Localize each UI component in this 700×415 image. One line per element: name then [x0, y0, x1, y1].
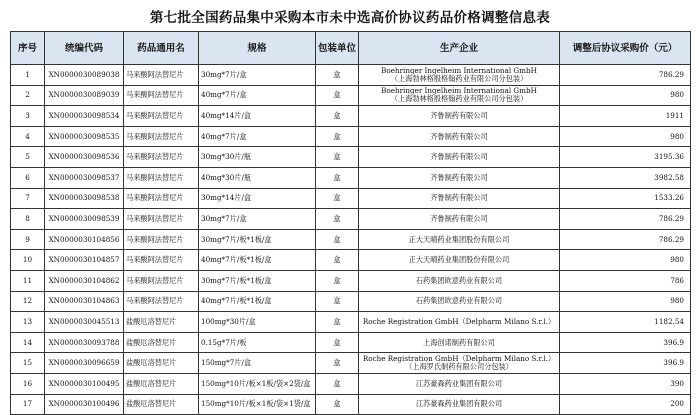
manufacturer-line: 齐鲁制药有限公司 [430, 193, 488, 203]
row-code: XN0000030104856 [45, 229, 124, 250]
table-row [11, 270, 691, 291]
row-number: 11 [11, 270, 45, 291]
row-number: 2 [11, 85, 45, 106]
row-drug-name: 马来酸阿法替尼片 [124, 65, 199, 86]
row-drug-name: 马来酸阿法替尼片 [124, 229, 199, 250]
row-drug-name: 盐酸厄洛替尼片 [124, 353, 199, 374]
manufacturer-line: 齐鲁制药有限公司 [430, 110, 488, 120]
row-manufacturer [359, 353, 560, 374]
row-price: 980 [560, 250, 691, 271]
row-spec: 30mg*7片/板*1板/盒 [199, 270, 316, 291]
header-name: 药品通用名 [124, 32, 199, 65]
row-manufacturer [359, 394, 560, 415]
table-row [11, 332, 691, 353]
row-number: 10 [11, 250, 45, 271]
row-spec: 40mg*7片/板*1板/盒 [199, 250, 316, 271]
row-number: 12 [11, 291, 45, 312]
row-spec: 40mg*7片/板*1板/盒 [199, 291, 316, 312]
row-drug-name: 马来酸阿法替尼片 [124, 126, 199, 147]
row-drug-name: 盐酸厄洛替尼片 [124, 373, 199, 394]
row-manufacturer [359, 188, 560, 209]
row-number: 16 [11, 373, 45, 394]
row-price: 3982.58 [560, 167, 691, 188]
row-number: 5 [11, 147, 45, 168]
manufacturer-line: Boehringer Ingelheim International GmbH [381, 65, 537, 75]
row-code: XN0000030104862 [45, 270, 124, 291]
row-number: 1 [11, 65, 45, 86]
table-row [11, 209, 691, 230]
row-number: 4 [11, 126, 45, 147]
row-price: 396.9 [560, 332, 691, 353]
row-manufacturer [359, 85, 560, 106]
row-manufacturer [359, 106, 560, 127]
row-drug-name: 马来酸阿法替尼片 [124, 147, 199, 168]
row-number: 9 [11, 229, 45, 250]
row-spec: 30mg*7片/盒 [199, 65, 316, 86]
row-number: 13 [11, 312, 45, 333]
row-price: 980 [560, 126, 691, 147]
row-unit: 盒 [316, 291, 359, 312]
table-row [11, 147, 691, 168]
manufacturer-line: （上海罗氏制药有限公司分包装） [405, 362, 513, 372]
row-unit: 盒 [316, 167, 359, 188]
row-unit: 盒 [316, 126, 359, 147]
page-title: 第七批全国药品集中采购本市未中选高价协议药品价格调整信息表 [149, 10, 551, 26]
row-price: 786.29 [560, 229, 691, 250]
row-manufacturer [359, 270, 560, 291]
row-unit: 盒 [316, 106, 359, 127]
row-code: XN0000030098538 [45, 188, 124, 209]
row-spec: 40mg*7片/盒 [199, 126, 316, 147]
table-row [11, 65, 691, 86]
row-drug-name: 马来酸阿法替尼片 [124, 250, 199, 271]
row-code: XN0000030089039 [45, 85, 124, 106]
manufacturer-line: 齐鲁制药有限公司 [430, 213, 488, 223]
row-spec: 40mg*7片/盒 [199, 85, 316, 106]
row-code: XN0000030098539 [45, 209, 124, 230]
row-manufacturer [359, 126, 560, 147]
manufacturer-line: 石药集团欧意药业有限公司 [415, 275, 503, 285]
row-spec: 40mg*14片/盒 [199, 106, 316, 127]
table-row [11, 106, 691, 127]
table-row [11, 229, 691, 250]
row-price: 786.29 [560, 65, 691, 86]
header-no: 序号 [11, 32, 45, 65]
row-code: XN0000030098536 [45, 147, 124, 168]
row-unit: 盒 [316, 373, 359, 394]
row-code: XN0000030104857 [45, 250, 124, 271]
row-spec: 0.15g*7片/板 [199, 332, 316, 353]
row-manufacturer [359, 65, 560, 86]
table-row [11, 373, 691, 394]
row-spec: 100mg*30片/盒 [199, 312, 316, 333]
manufacturer-line: Boehringer Ingelheim International GmbH [381, 86, 537, 96]
manufacturer-line: 正大天晴药业集团股份有限公司 [408, 255, 510, 265]
row-unit: 盒 [316, 312, 359, 333]
row-number: 3 [11, 106, 45, 127]
row-drug-name: 马来酸阿法替尼片 [124, 167, 199, 188]
row-unit: 盒 [316, 332, 359, 353]
header-spec: 规格 [199, 32, 316, 65]
row-manufacturer [359, 147, 560, 168]
row-spec: 150mg*10片/板×1板/袋×2袋/盒 [199, 373, 316, 394]
row-manufacturer [359, 167, 560, 188]
row-manufacturer [359, 312, 560, 333]
header-unit: 包装单位 [316, 32, 359, 65]
row-manufacturer [359, 291, 560, 312]
manufacturer-line: Roche Registration GmbH（Delpharm Milano S.r.l.） [362, 316, 556, 326]
row-unit: 盒 [316, 270, 359, 291]
row-price: 786 [560, 270, 691, 291]
row-manufacturer [359, 209, 560, 230]
row-manufacturer [359, 373, 560, 394]
manufacturer-line: 石药集团欧意药业有限公司 [415, 296, 503, 306]
row-code: XN0000030045513 [45, 312, 124, 333]
table-row [11, 312, 691, 333]
table-row [11, 353, 691, 374]
row-drug-name: 马来酸阿法替尼片 [124, 209, 199, 230]
row-spec: 150mg*10片/板×1板/袋×1袋/盒 [199, 394, 316, 415]
row-drug-name: 盐酸厄洛替尼片 [124, 332, 199, 353]
row-code: XN0000030100496 [45, 394, 124, 415]
row-manufacturer [359, 250, 560, 271]
row-number: 8 [11, 209, 45, 230]
row-code: XN0000030089038 [45, 65, 124, 86]
row-number: 17 [11, 394, 45, 415]
row-price: 786.29 [560, 209, 691, 230]
row-price: 1533.26 [560, 188, 691, 209]
manufacturer-line: 齐鲁制药有限公司 [430, 131, 488, 141]
row-spec: 30mg*7片/盒 [199, 209, 316, 230]
manufacturer-line: 上海创诺制药有限公司 [423, 337, 495, 347]
row-drug-name: 马来酸阿法替尼片 [124, 106, 199, 127]
header-manufacturer: 生产企业 [359, 32, 560, 65]
row-code: XN0000030096659 [45, 353, 124, 374]
row-number: 6 [11, 167, 45, 188]
row-drug-name: 马来酸阿法替尼片 [124, 270, 199, 291]
manufacturer-line: （上海勃林格殷格翰药业有限公司分包装） [390, 73, 528, 83]
row-spec: 30mg*30片/瓶 [199, 147, 316, 168]
row-number: 15 [11, 353, 45, 374]
row-unit: 盒 [316, 209, 359, 230]
manufacturer-line: 正大天晴药业集团股份有限公司 [408, 234, 510, 244]
row-price: 200 [560, 394, 691, 415]
manufacturer-line: 江苏豪森药业集团有限公司 [415, 399, 503, 409]
row-price: 1182.54 [560, 312, 691, 333]
table-row [11, 250, 691, 271]
row-spec: 150mg*7片/盒 [199, 353, 316, 374]
row-price: 390 [560, 373, 691, 394]
row-unit: 盒 [316, 353, 359, 374]
row-number: 7 [11, 188, 45, 209]
table-row [11, 291, 691, 312]
row-unit: 盒 [316, 85, 359, 106]
row-unit: 盒 [316, 188, 359, 209]
row-spec: 40mg*30片/瓶 [199, 167, 316, 188]
row-drug-name: 盐酸厄洛替尼片 [124, 312, 199, 333]
table-row [11, 188, 691, 209]
header-price: 调整后协议采购价（元） [560, 32, 691, 65]
row-code: XN0000030098535 [45, 126, 124, 147]
manufacturer-line: 齐鲁制药有限公司 [430, 172, 488, 182]
table-header-row [11, 32, 691, 65]
manufacturer-line: 齐鲁制药有限公司 [430, 152, 488, 162]
row-price: 980 [560, 291, 691, 312]
table-row [11, 126, 691, 147]
manufacturer-line: Roche Registration GmbH（Delpharm Milano S.r.l.） [362, 354, 556, 364]
row-number: 14 [11, 332, 45, 353]
row-price: 3195.36 [560, 147, 691, 168]
row-code: XN0000030098534 [45, 106, 124, 127]
row-price: 1911 [560, 106, 691, 127]
row-drug-name: 马来酸阿法替尼片 [124, 85, 199, 106]
row-code: XN0000030093788 [45, 332, 124, 353]
row-price: 396.9 [560, 353, 691, 374]
manufacturer-line: 江苏豪森药业集团有限公司 [415, 378, 503, 388]
row-drug-name: 马来酸阿法替尼片 [124, 291, 199, 312]
row-code: XN0000030100495 [45, 373, 124, 394]
row-price: 980 [560, 85, 691, 106]
header-code: 统编代码 [45, 32, 124, 65]
row-drug-name: 马来酸阿法替尼片 [124, 188, 199, 209]
row-unit: 盒 [316, 229, 359, 250]
row-unit: 盒 [316, 250, 359, 271]
table-body [11, 65, 691, 415]
row-spec: 30mg*7片/板*1板/盒 [199, 229, 316, 250]
row-unit: 盒 [316, 394, 359, 415]
table-row [11, 167, 691, 188]
manufacturer-line: （上海勃林格殷格翰药业有限公司分包装） [390, 94, 528, 104]
row-manufacturer [359, 332, 560, 353]
table-row [11, 394, 691, 415]
row-manufacturer [359, 229, 560, 250]
row-code: XN0000030098537 [45, 167, 124, 188]
row-code: XN0000030104863 [45, 291, 124, 312]
row-spec: 30mg*14片/盒 [199, 188, 316, 209]
row-unit: 盒 [316, 65, 359, 86]
table-row [11, 85, 691, 106]
price-table [10, 31, 691, 415]
row-drug-name: 盐酸厄洛替尼片 [124, 394, 199, 415]
row-unit: 盒 [316, 147, 359, 168]
